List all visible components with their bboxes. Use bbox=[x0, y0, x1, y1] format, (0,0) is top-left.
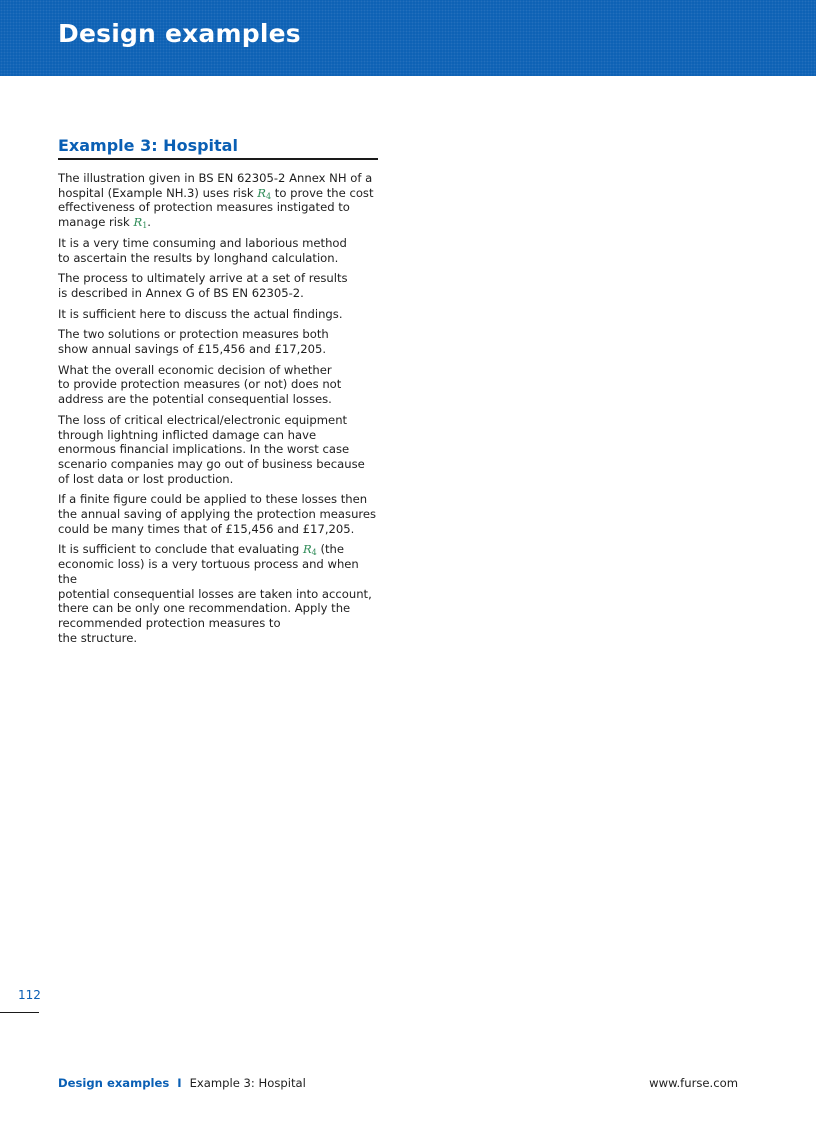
section-title: Example 3: Hospital bbox=[58, 136, 378, 160]
footer bbox=[58, 1076, 738, 1090]
text-run: It is sufficient to conclude that evaluating bbox=[58, 542, 303, 557]
footer-section-label: Design examples bbox=[58, 1076, 170, 1090]
example-section bbox=[58, 136, 378, 651]
section-body bbox=[58, 171, 378, 645]
footer-subtitle: Example 3: Hospital bbox=[189, 1076, 306, 1090]
body-paragraph bbox=[58, 271, 378, 300]
body-paragraph bbox=[58, 542, 378, 645]
text-run: The illustration given in BS EN 62305-2 Annex NH of a hospital (Example NH.3) uses risk bbox=[58, 171, 373, 200]
body-paragraph bbox=[58, 171, 378, 230]
risk-variable bbox=[257, 186, 271, 200]
text-run: It is sufficient here to discuss the actual findings. bbox=[58, 306, 343, 321]
footer-separator: I bbox=[177, 1076, 182, 1090]
risk-variable bbox=[303, 542, 317, 556]
header-title: Design examples bbox=[58, 19, 301, 48]
text-run: If a finite figure could be applied to these losses then the annual saving of applying the protection measures could be many times that of £15,456 and £17,205. bbox=[58, 492, 377, 536]
risk-variable bbox=[133, 215, 147, 229]
body-paragraph bbox=[58, 363, 378, 407]
variable-symbol: R bbox=[257, 185, 266, 200]
text-run: to prove the cost effectiveness of protection measures instigated to manage risk bbox=[58, 185, 374, 230]
header-banner bbox=[0, 0, 816, 76]
variable-subscript: 4 bbox=[266, 191, 272, 201]
text-run: The two solutions or protection measures both show annual savings of £15,456 and £17,205. bbox=[58, 327, 329, 357]
text-run: . bbox=[147, 215, 151, 230]
variable-subscript: 4 bbox=[311, 548, 317, 558]
page-number-rule bbox=[0, 1012, 39, 1013]
body-paragraph bbox=[58, 413, 378, 487]
text-run: What the overall economic decision of whether to provide protection measures (or not) does not address are the potential consequential losses. bbox=[58, 362, 342, 407]
page-number: 112 bbox=[18, 988, 41, 1002]
footer-url[interactable]: www.furse.com bbox=[649, 1076, 738, 1090]
body-paragraph bbox=[58, 236, 378, 265]
body-paragraph bbox=[58, 492, 378, 536]
text-run: (the economic loss) is a very tortuous process and when the potential consequential losses are taken into account, there can be only one recommendation. Apply the recommended protection measures to the structure. bbox=[58, 542, 372, 645]
text-run: The loss of critical electrical/electronic equipment through lightning inflicted damage can have enormous financial implications. In the worst case scenario companies may go out of business because of lost data or lost production. bbox=[58, 412, 365, 486]
body-paragraph bbox=[58, 327, 378, 356]
text-run: It is a very time consuming and laborious method to ascertain the results by longhand calculation. bbox=[58, 235, 347, 265]
variable-subscript: 1 bbox=[142, 221, 148, 231]
variable-symbol: R bbox=[302, 542, 312, 557]
body-paragraph bbox=[58, 307, 378, 322]
text-run: The process to ultimately arrive at a set of results is described in Annex G of BS EN 62305-2. bbox=[58, 271, 348, 300]
variable-symbol: R bbox=[133, 215, 143, 230]
